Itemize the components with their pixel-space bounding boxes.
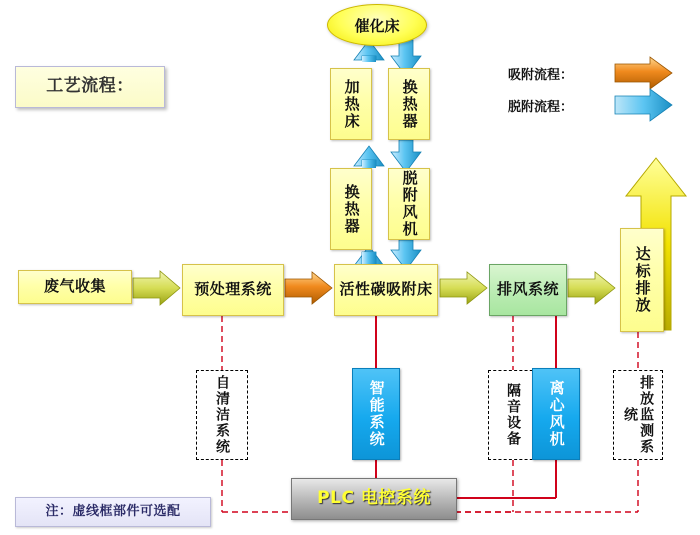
node-pretreatment-system[interactable] xyxy=(182,264,284,316)
node-standard-discharge-label: 达标排放 xyxy=(633,246,652,314)
node-plc-control-system-label: PLC 电控系统 xyxy=(317,488,431,509)
node-standard-discharge[interactable] xyxy=(620,228,664,332)
node-heat-exchanger-mid[interactable] xyxy=(330,168,372,250)
node-desorption-fan[interactable] xyxy=(388,168,430,240)
node-smart-system[interactable] xyxy=(352,368,400,460)
arrow-heatexchanger-to-heatingbed xyxy=(354,146,384,168)
arrow-wastegas-to-pretreatment xyxy=(133,271,180,305)
node-activated-carbon-bed[interactable] xyxy=(334,264,438,316)
node-self-cleaning-system[interactable] xyxy=(196,370,248,460)
node-heat-exchanger-top-label: 换热器 xyxy=(400,78,419,130)
title-label: 工艺流程： xyxy=(46,76,134,97)
node-centrifugal-fan[interactable] xyxy=(532,368,580,460)
node-heating-bed-label: 加热床 xyxy=(342,78,361,130)
node-heating-bed[interactable] xyxy=(330,68,372,140)
arrow-carbon-to-exhaust xyxy=(440,272,487,304)
node-discharge-monitoring[interactable] xyxy=(613,370,663,460)
node-sound-insulation[interactable] xyxy=(488,370,538,460)
node-self-cleaning-system-label: 自清洁系统 xyxy=(214,375,231,455)
node-heat-exchanger-mid-label: 换热器 xyxy=(342,183,361,235)
legend-desorption-arrow xyxy=(615,89,672,121)
arrow-pretreatment-to-carbon xyxy=(285,272,332,304)
legend-desorption-label: 脱附流程： xyxy=(508,100,574,115)
node-catalytic-bed-label: 催化床 xyxy=(354,16,400,35)
title-box xyxy=(15,66,165,108)
node-discharge-monitoring-label: 排放监测系统 xyxy=(622,375,655,455)
node-exhaust-system[interactable] xyxy=(489,264,567,316)
node-waste-gas-collection-label: 废气收集 xyxy=(43,277,106,296)
legend-adsorption-label: 吸附流程： xyxy=(508,68,574,83)
node-sound-insulation-label: 隔音设备 xyxy=(505,383,522,447)
node-smart-system-label: 智能系统 xyxy=(367,380,386,448)
node-heat-exchanger-top[interactable] xyxy=(388,68,430,140)
legend-adsorption-arrow xyxy=(615,57,672,89)
node-plc-control-system[interactable] xyxy=(291,478,457,520)
node-waste-gas-collection[interactable] xyxy=(18,270,132,304)
node-activated-carbon-bed-label: 活性碳吸附床 xyxy=(339,280,433,299)
node-centrifugal-fan-label: 离心风机 xyxy=(547,380,566,448)
note-label: 注：虚线框部件可选配 xyxy=(45,503,181,519)
node-pretreatment-system-label: 预处理系统 xyxy=(194,280,272,299)
note-box xyxy=(15,497,211,527)
node-desorption-fan-label: 脱附风机 xyxy=(400,170,419,238)
arrow-exhaust-to-discharge xyxy=(568,272,615,304)
node-catalytic-bed[interactable] xyxy=(327,4,427,46)
node-exhaust-system-label: 排风系统 xyxy=(496,280,559,299)
